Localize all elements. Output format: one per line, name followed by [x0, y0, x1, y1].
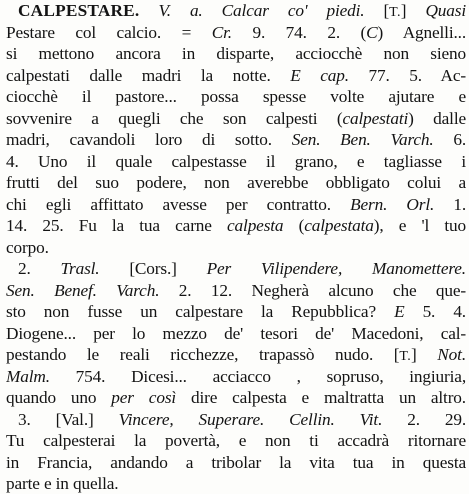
italic-text: Cr.	[211, 22, 232, 42]
italic-text: E cap.	[290, 65, 349, 85]
headword: CALPESTARE.	[18, 1, 140, 20]
text-run: ]	[411, 345, 438, 364]
text-run: 2. 12. Negherà alcuno che que-	[159, 280, 466, 300]
text-line	[6, 409, 466, 431]
text-run: 3. [Val.]	[18, 409, 119, 429]
text-line	[6, 0, 466, 22]
text-line	[6, 151, 466, 173]
text-line	[6, 172, 466, 194]
text-run: frutti del suo podere, non averebbe obbligato colui a	[6, 173, 466, 192]
text-line	[6, 387, 466, 409]
text-line	[6, 215, 466, 237]
text-line	[6, 280, 466, 302]
italic-text: Sen. Benef. Varch.	[6, 280, 160, 300]
text-line	[6, 323, 466, 345]
text-run: ), e 'l tuo	[373, 216, 466, 235]
text-run: dire calpesta e maltratta un altro.	[176, 388, 466, 407]
text-run	[139, 1, 158, 20]
text-line	[6, 258, 466, 280]
text-run: 9. 74. 2. (	[231, 22, 367, 42]
text-line	[6, 22, 466, 44]
italic-text: V. a. Calcar co' piedi.	[158, 1, 365, 20]
text-line	[6, 108, 466, 130]
italic-text: calpestata	[304, 216, 374, 235]
text-run: sovvenire a quegli che son calpesti (	[6, 108, 343, 128]
text-run: 14. 25. Fu la tua carne	[6, 216, 228, 235]
text-run: [Cors.]	[99, 259, 207, 278]
italic-text: calpesta	[227, 216, 284, 235]
dictionary-entry-calpestare	[6, 0, 466, 495]
text-run: ]	[400, 1, 426, 20]
text-run: parte e in quella.	[6, 474, 119, 493]
text-run: 754. Dicesi... acciacco , sopruso, ingiuria,	[49, 366, 466, 386]
text-run: si mettono ancora in disparte, acciocchè non sieno	[6, 44, 466, 63]
text-line	[6, 86, 466, 108]
text-line	[6, 452, 466, 474]
text-run: Diogene... per lo mezzo de' tesori de' Macedoni, cal-	[6, 323, 466, 343]
text-line	[6, 237, 466, 259]
text-line	[6, 129, 466, 151]
italic-text: Trasl.	[60, 259, 100, 278]
text-run: 4. Uno il quale calpestasse il grano, e tagliasse i	[6, 151, 466, 171]
text-line	[6, 65, 466, 87]
text-run: corpo.	[6, 237, 49, 257]
text-run: calpestati dalle madri la notte.	[6, 65, 291, 85]
text-line	[6, 430, 466, 452]
text-run: ) Agnelli...	[377, 22, 466, 42]
text-run: sto non fusse un calpestare la Repubblica?	[6, 302, 395, 321]
text-line	[6, 473, 466, 495]
text-run: quando uno	[6, 388, 112, 407]
italic-text: calpestati	[342, 108, 409, 128]
text-run: 2.	[18, 259, 61, 278]
text-line	[6, 194, 466, 216]
text-run: Pestare col calcio. =	[6, 22, 212, 42]
text-run: 77. 5. Ac-	[348, 65, 466, 85]
text-run: in Francia, andando a tribolar la vita tua in questa	[6, 452, 466, 472]
text-run: Tu calpesterai la povertà, e non ti accadrà ritornare	[6, 431, 466, 450]
italic-text: Quasi	[425, 1, 466, 20]
text-run: 5. 4.	[404, 302, 466, 321]
text-run: chi egli affittato avesse per contratto.	[6, 194, 351, 214]
italic-text: Not.	[437, 345, 466, 364]
italic-text: E	[394, 302, 405, 321]
text-line	[6, 344, 466, 366]
text-run: pestando le reali ricchezze, trapassò nudo. [	[6, 345, 400, 364]
text-run: (	[283, 216, 305, 235]
text-run: [	[364, 1, 390, 20]
text-run: madri, cavandoli loro di sotto.	[6, 130, 292, 149]
italic-text: C	[366, 22, 378, 42]
text-run: 1.	[434, 194, 466, 214]
source-tag: T.	[399, 349, 412, 364]
text-line	[6, 43, 466, 65]
text-run: ciocchè il pastore... possa spesse volte ajutare e	[6, 87, 466, 106]
italic-text: Sen. Ben. Varch.	[291, 130, 434, 149]
italic-text: Per Vilipendere, Manomettere.	[206, 259, 466, 278]
italic-text: Bern. Orl.	[350, 194, 435, 214]
text-line	[6, 366, 466, 388]
text-line	[6, 301, 466, 323]
italic-text: per così	[111, 388, 177, 407]
italic-text: Malm.	[6, 366, 50, 386]
text-run: ) dalle	[408, 108, 466, 128]
source-tag: T.	[389, 5, 401, 20]
italic-text: Vincere, Superare. Cellin. Vit.	[118, 409, 383, 429]
text-run: 6.	[433, 130, 466, 149]
text-run: 2. 29.	[382, 409, 466, 429]
